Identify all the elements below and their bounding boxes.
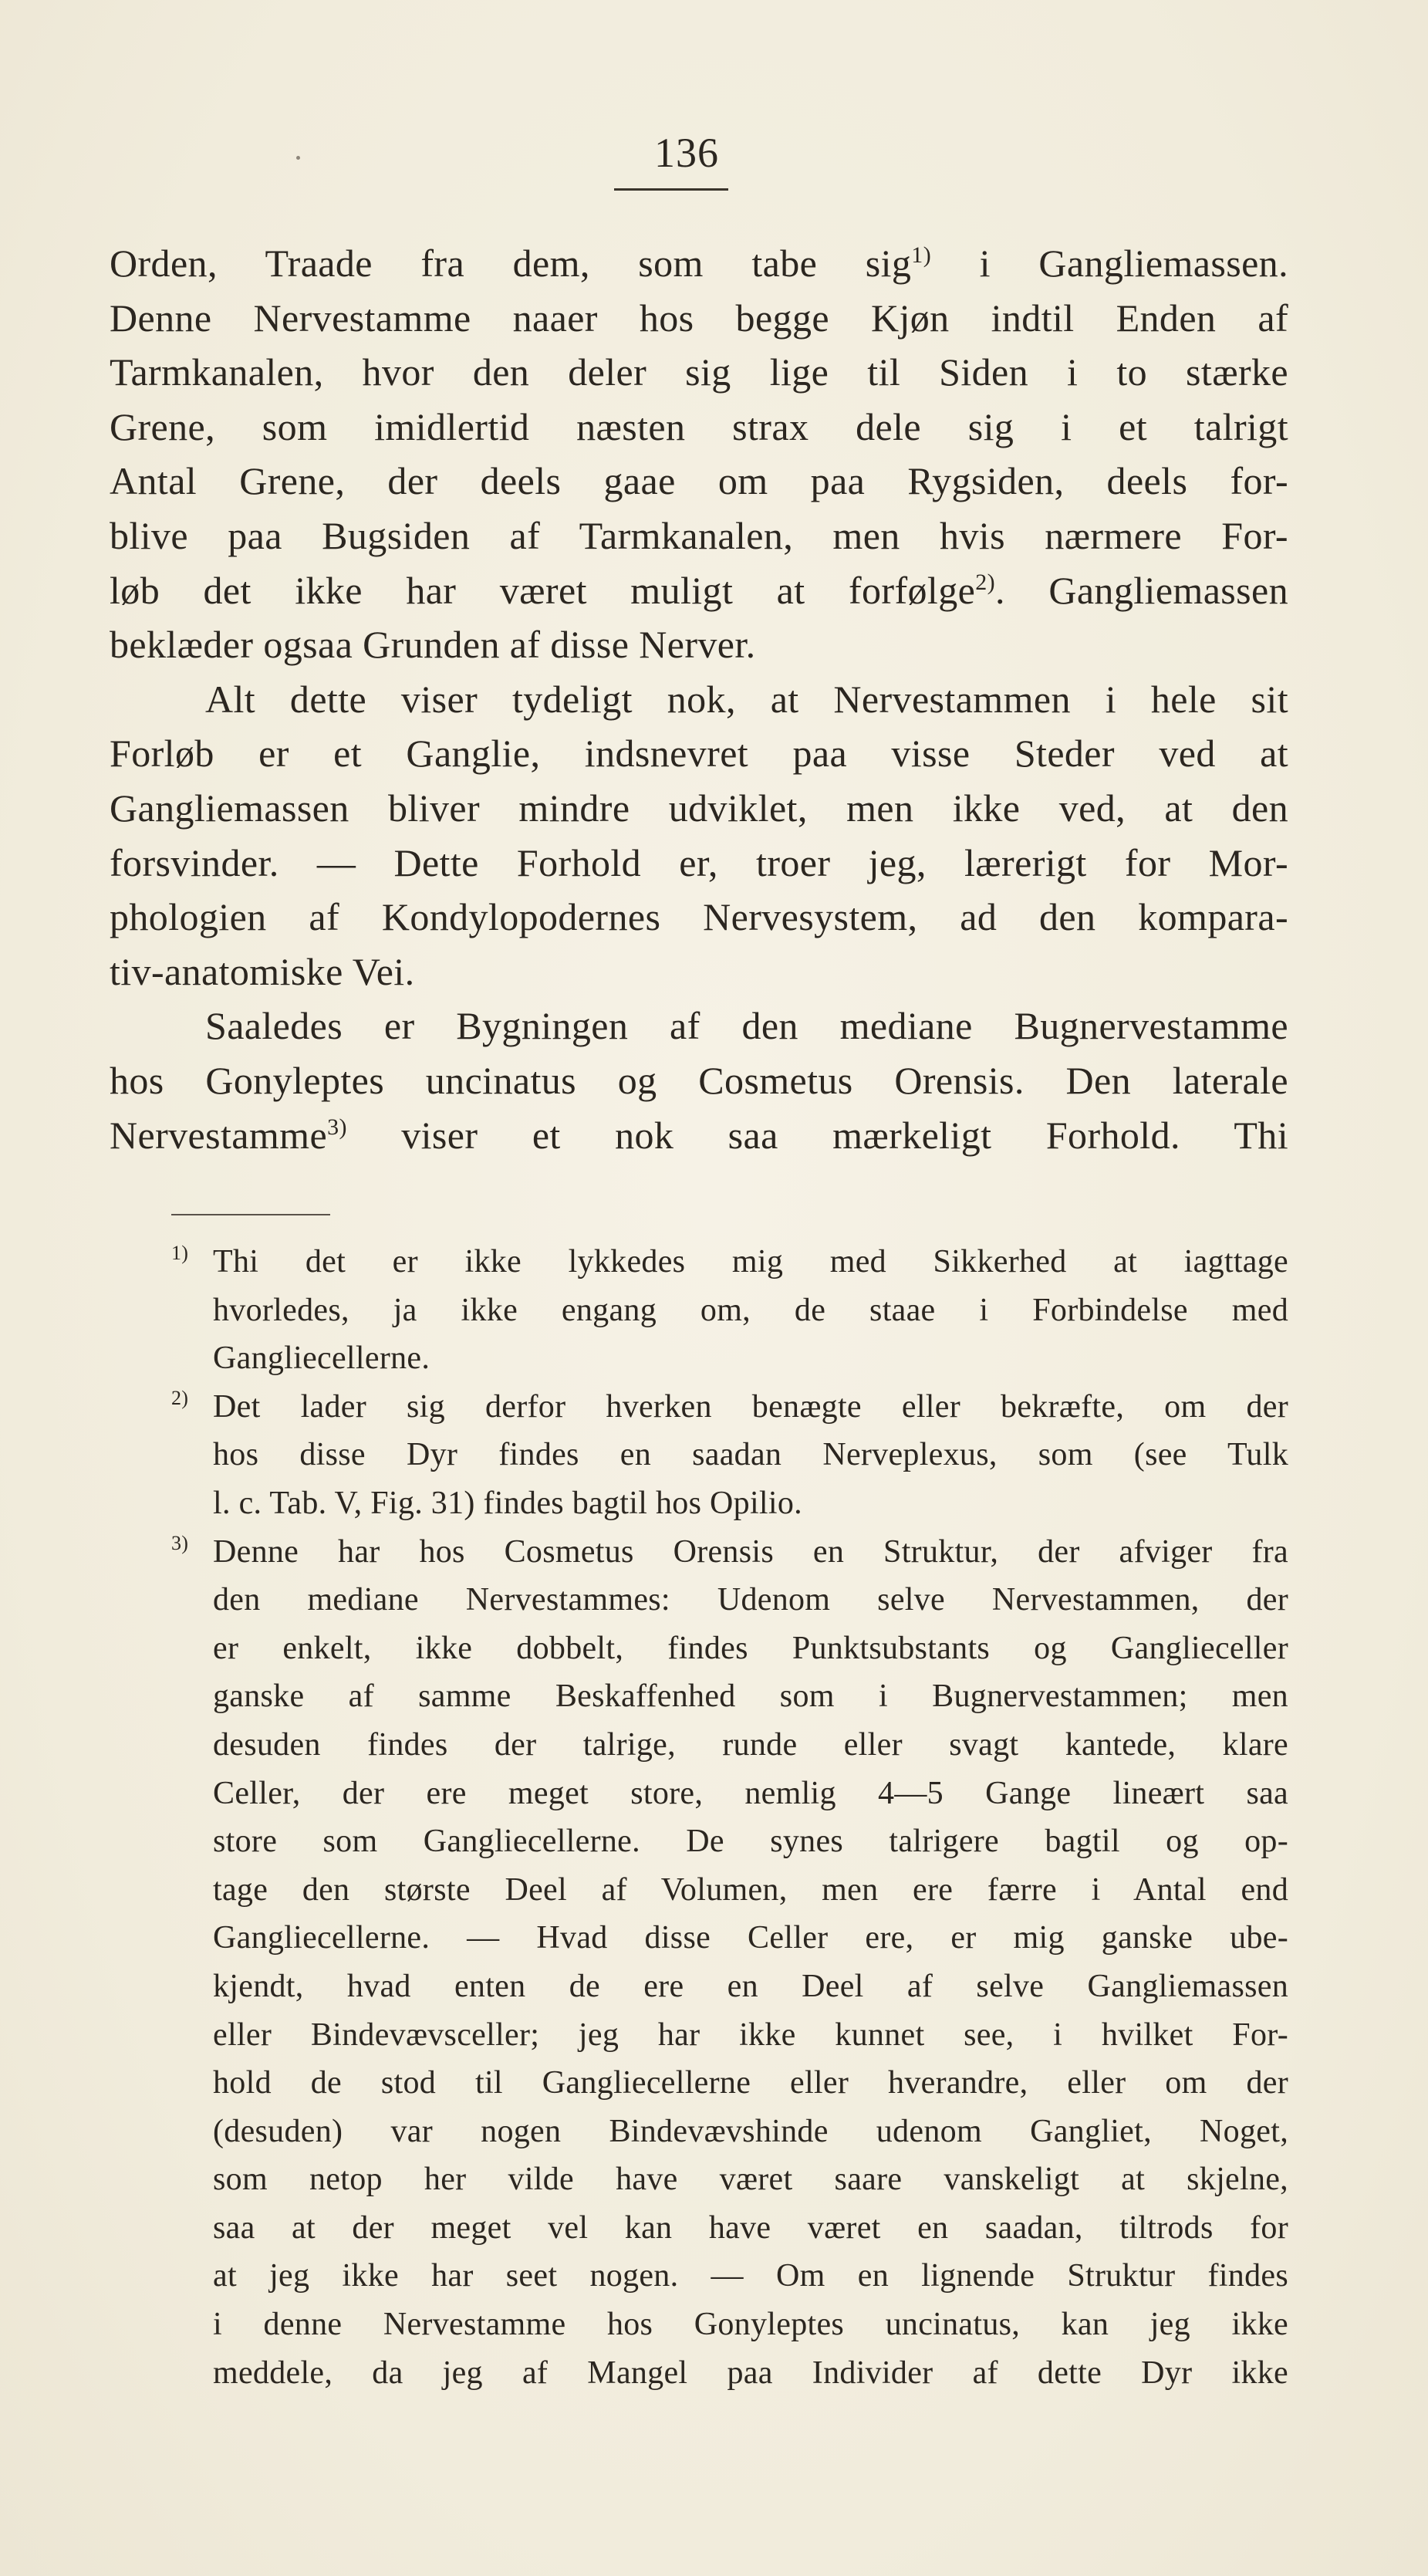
text-line: hos Gonyleptes uncinatus og Cosmetus Orensis. Den laterale xyxy=(110,1058,1288,1102)
footnote-separator xyxy=(171,1214,330,1215)
page-number: 136 xyxy=(654,130,719,176)
text-line: beklæder ogsaa Grunden af disse Nerver. xyxy=(110,623,756,667)
footnote-3-line: meddele, da jeg af Mangel paa Individer af dette Dyr ikke xyxy=(213,2355,1288,2391)
text-line: Alt dette viser tydeligt nok, at Nervestammen i hele sit xyxy=(205,677,1288,721)
footnote-3-line: (desuden) var nogen Bindevævshinde udenom Gangliet, Noget, xyxy=(213,2113,1288,2149)
footnote-3-mark: 3) xyxy=(171,1531,189,1554)
footnote-3-line: desuden findes der talrige, runde eller svagt kantede, klare xyxy=(213,1726,1288,1763)
footnote-ref-1[interactable]: 1) xyxy=(911,242,932,268)
footnote-3-line: er enkelt, ikke dobbelt, findes Punktsubstants og Ganglieceller xyxy=(213,1630,1288,1666)
footnote-3-line: eller Bindevævsceller; jeg har ikke kunnet see, i hvilket For- xyxy=(213,2017,1288,2053)
footnote-2-line: hos disse Dyr findes en saadan Nerveplexus, som (see Tulk xyxy=(213,1437,1288,1473)
footnote-ref-3[interactable]: 3) xyxy=(327,1114,347,1140)
text-line: Denne Nervestamme naaer hos begge Kjøn indtil Enden af xyxy=(110,296,1288,340)
text-line: Orden, Traade fra dem, som tabe sig$^{1)}$ i Gangliemassen. xyxy=(110,242,1288,285)
footnote-3-line: den mediane Nervestammes: Udenom selve Nervestammen, der xyxy=(213,1582,1288,1618)
text-line: forsvinder. — Dette Forhold er, troer jeg, lærerigt for Mor- xyxy=(110,840,1288,884)
text-line: Grene, som imidlertid næsten strax dele sig i et talrigt xyxy=(110,404,1288,448)
footnote-2-line: $^{2)}$ Det lader sig derfor hverken benægte eller bekræfte, om der xyxy=(171,1383,1288,1432)
footnote-1-line: Gangliecellerne. xyxy=(213,1340,430,1377)
footnote-ref-2[interactable]: 2) xyxy=(975,569,996,595)
footnote-3-line: store som Gangliecellerne. De synes talrigere bagtil og op- xyxy=(213,1824,1288,1860)
text-line: phologien af Kondylopodernes Nervesystem, ad den kompara- xyxy=(110,895,1288,939)
footnote-1-line: hvorledes, ja ikke engang om, de staae i Forbindelse med xyxy=(213,1292,1288,1328)
text-line: Saaledes er Bygningen af den mediane Bugnervestamme xyxy=(205,1004,1288,1048)
footnote-2-mark: 2) xyxy=(171,1386,189,1409)
footnote-3-line: saa at der meget vel kan have været en saadan, tiltrods for xyxy=(213,2209,1288,2246)
text-line: Tarmkanalen, hvor den deler sig lige til Siden i to stærke xyxy=(110,350,1288,394)
footnote-3-line: ganske af samme Beskaffenhed som i Bugnervestammen; men xyxy=(213,1678,1288,1715)
text-line: tiv-anatomiske Vei. xyxy=(110,949,415,993)
text-line: blive paa Bugsiden af Tarmkanalen, men hvis nærmere For- xyxy=(110,513,1288,557)
text-line: Forløb er et Ganglie, indsnevret paa visse Steder ved at xyxy=(110,732,1288,776)
footnote-3-line: Celler, der ere meget store, nemlig 4—5 Gange lineært saa xyxy=(213,1775,1288,1811)
footnote-2-line: l. c. Tab. V, Fig. 31) findes bagtil hos Opilio. xyxy=(213,1485,802,1521)
footnote-3-line: hold de stod til Gangliecellerne eller hverandre, eller om der xyxy=(213,2065,1288,2101)
footnote-3-line: kjendt, hvad enten de ere en Deel af selve Gangliemassen xyxy=(213,1968,1288,2004)
footnote-3-line: som netop her vilde have været saare vanskeligt at skjelne, xyxy=(213,2162,1288,2198)
text-line: Antal Grene, der deels gaae om paa Rygsiden, deels for- xyxy=(110,459,1288,503)
footnote-3-line: tage den største Deel af Volumen, men ere færre i Antal end xyxy=(213,1871,1288,1908)
text-line: Nervestamme$^{3)}$ viser et nok saa mærkeligt Forhold. Thi xyxy=(110,1113,1288,1157)
footnote-1-mark: 1) xyxy=(171,1242,189,1264)
footnote-3-line: Gangliecellerne. — Hvad disse Celler ere, er mig ganske ube- xyxy=(213,1920,1288,1956)
text-line: Gangliemassen bliver mindre udviklet, men ikke ved, at den xyxy=(110,786,1288,830)
text-line: løb det ikke har været muligt at forfølge$^{2)}$. Gangliemassen xyxy=(110,568,1289,612)
footnote-3-line: $^{3)}$ Denne har hos Cosmetus Orensis en Struktur, der afviger fra xyxy=(171,1528,1288,1577)
footnote-1-line: $^{1)}$ Thi det er ikke lykkedes mig med Sikkerhed at iagttage xyxy=(171,1238,1288,1286)
footnote-3-line: i denne Nervestamme hos Gonyleptes uncinatus, kan jeg ikke xyxy=(213,2307,1288,2343)
page-number-underline xyxy=(614,188,728,191)
footnotes xyxy=(171,1238,1288,2397)
footnote-3-line: at jeg ikke har seet nogen. — Om en lignende Struktur findes xyxy=(213,2258,1288,2294)
print-speck xyxy=(296,156,300,160)
main-text xyxy=(110,236,1288,1162)
